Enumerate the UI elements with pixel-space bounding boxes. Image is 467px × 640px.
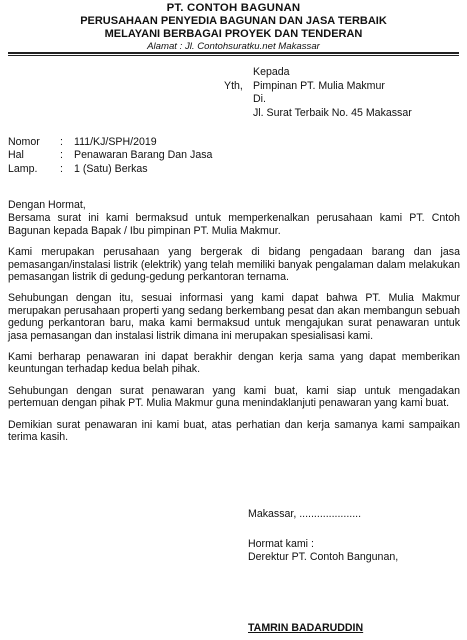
recipient-address: Jl. Surat Terbaik No. 45 Makassar <box>253 106 412 119</box>
meta-value: Penawaran Barang Dan Jasa <box>74 149 213 162</box>
meta-row-lampiran <box>8 163 212 176</box>
recipient-kepada: Kepada <box>253 66 290 78</box>
recipient-di: Di. <box>253 93 266 106</box>
paragraph-meeting: Sehubungan dengan surat penawaran yang kami buat, kami siap untuk mengadakan pertemuan dengan pihak PT. Mulia Makmur guna menindaklanjuti penawaran yang kami buat. <box>8 384 460 410</box>
closing-greeting: Hormat kami : <box>248 538 314 550</box>
recipient-yth: Yth, <box>224 79 243 92</box>
company-address: Alamat : Jl. Contohsuratku.net Makassar <box>147 41 320 52</box>
meta-value: 111/KJ/SPH/2019 <box>74 136 157 148</box>
signature-block <box>248 538 398 564</box>
meta-row-hal <box>8 149 212 162</box>
signer-position: Derektur PT. Contoh Bangunan, <box>248 551 399 563</box>
letterhead-divider-thin <box>8 55 459 56</box>
recipient-name: Pimpinan PT. Mulia Makmur <box>253 79 385 92</box>
salutation: Dengan Hormat, <box>8 199 86 211</box>
meta-row-nomor <box>8 136 212 149</box>
letterhead-divider-thick <box>8 52 459 54</box>
signer-name: TAMRIN BADARUDDIN <box>248 622 364 634</box>
place-date: Makassar, ..................... <box>248 508 362 520</box>
meta-key: Hal <box>8 149 24 162</box>
meta-colon: : <box>60 162 63 175</box>
paragraph-introduction: Bersama surat ini kami bermaksud untuk memperkenalkan perusahaan kami PT. Cntoh Bagunan kepada Bapak / Ibu pimpinan PT. Mulia Makmur. <box>8 212 460 237</box>
tagline-1: PERUSAHAAN PENYEDIA BAGUNAN DAN JASA TERBAIK <box>80 15 387 27</box>
paragraph-proposal: Sehubungan dengan itu, sesuai informasi yang kami dapat bahwa PT. Mulia Makmur merupakan perusahaan properti yang sedang berkembang pesat dan akan membangun sebuah gedung perkantoran baru, maka kami bermaksud untuk mengajukan surat penawaran untuk jasa pemasangan dan instalasi listrik dimana ini merupakan spesialisasi kami. <box>8 292 460 342</box>
paragraph-expectation: Kami berharap penawaran ini dapat berakhir dengan kerja sama yang dapat memberikan keuntungan terhadap kedua belah pihak. <box>8 351 460 376</box>
meta-key: Nomor <box>8 136 40 148</box>
letterhead <box>0 2 467 52</box>
meta-key: Lamp. <box>8 162 38 175</box>
paragraph-company-profile: Kami merupakan perusahaan yang bergerak di bidang pengadaan barang dan jasa pemasangan/instalasi listrik (elektrik) yang telah memiliki banyak pengalaman dalam melakukan pemasangan listrik di gedung-gedung perkantoran ternama. <box>8 246 460 284</box>
meta-colon: : <box>60 149 63 162</box>
letter-meta <box>8 136 212 176</box>
letter-body <box>8 199 460 444</box>
tagline-2: MELAYANI BERBAGAI PROYEK DAN TENDERAN <box>104 27 363 40</box>
paragraph-closing: Demikian surat penawaran ini kami buat, atas perhatian dan kerja samanya kami sampaikan terima kasih. <box>8 418 460 444</box>
company-name: PT. CONTOH BAGUNAN <box>166 2 301 14</box>
meta-colon: : <box>60 136 63 148</box>
meta-value: 1 (Satu) Berkas <box>74 162 148 175</box>
recipient-block <box>224 66 412 120</box>
